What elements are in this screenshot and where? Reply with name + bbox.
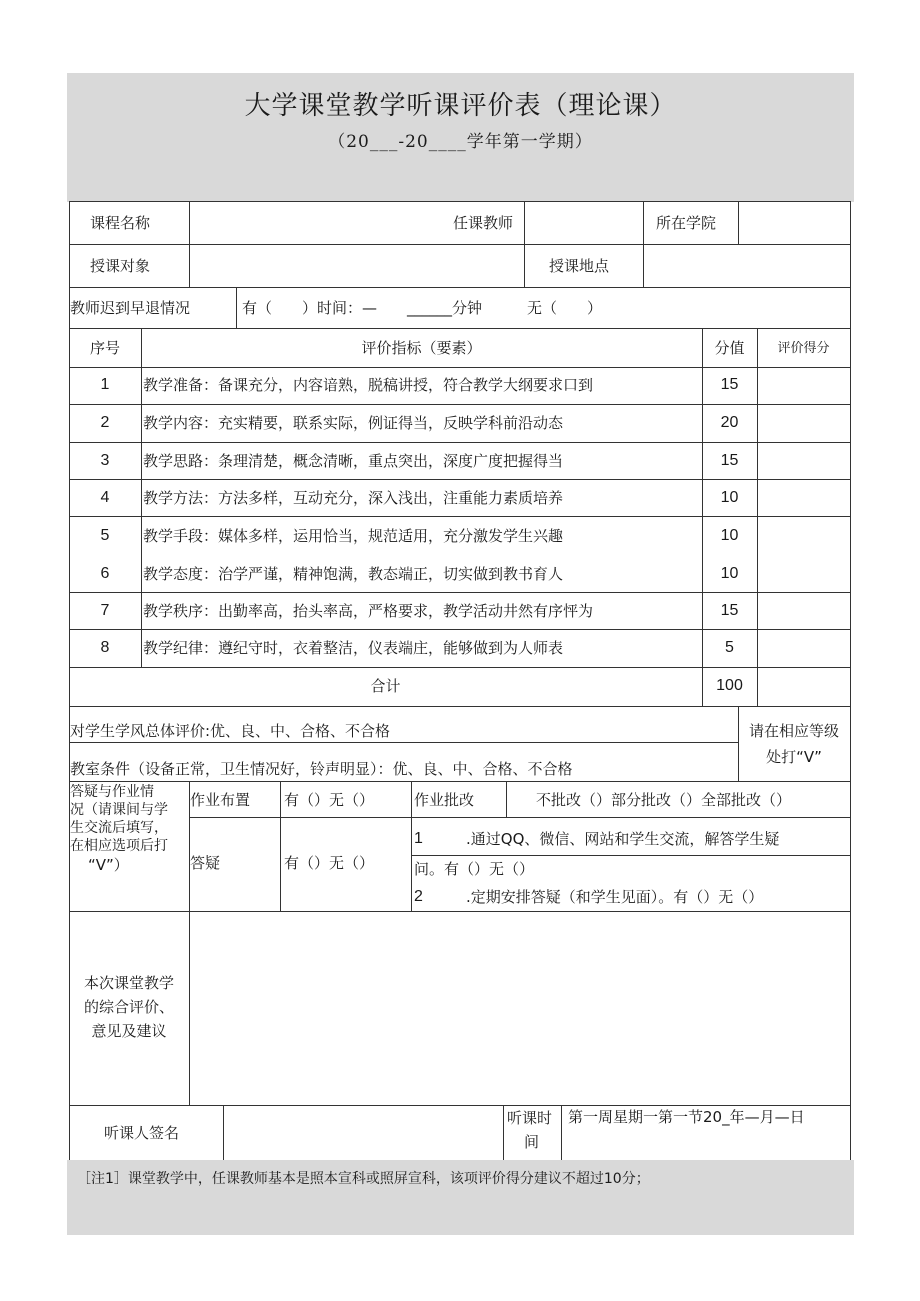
- row-no: 6: [100, 565, 110, 582]
- qa-options: 有（）无（）: [284, 854, 375, 872]
- page-title: 大学课堂教学听课评价表（理论课）: [244, 91, 677, 121]
- teacher-label: 任课教师: [452, 214, 513, 232]
- row-score: 20: [720, 414, 739, 431]
- comments-label-line: 意见及建议: [91, 1022, 167, 1040]
- qa-item2-text: .定期安排答疑（和学生见面）。有（）无（）: [466, 888, 764, 906]
- audience-label: 授课对象: [90, 257, 151, 275]
- signature-input-area[interactable]: [224, 1106, 503, 1160]
- qa-label: 答疑: [190, 854, 221, 872]
- row-criteria: 教学手段：媒体多样，运用恰当，规范适用，充分激发学生兴趣: [143, 527, 564, 545]
- row-criteria: 教学方法：方法多样，互动充分，深入浅出，注重能力素质培养: [143, 489, 564, 507]
- time-value: 第一周星期一第一节20_年—月—日: [568, 1108, 805, 1126]
- row-no: 2: [100, 414, 110, 431]
- qa-item1-line2: 问。有（）无（）: [414, 860, 535, 878]
- homework-side-label-line: “V”）: [88, 856, 129, 874]
- study-style-eval: 对学生学风总体评价:优、良、中、合格、不合格: [70, 722, 391, 740]
- grade-options: 不批改（）部分批改（）全部批改（）: [536, 791, 792, 809]
- row-criteria: 教学思路：条理清楚，概念清晰，重点突出，深度广度把握得当: [143, 452, 564, 470]
- row-no: 4: [100, 489, 110, 506]
- row-no: 1: [100, 376, 110, 393]
- row-score: 10: [720, 489, 739, 506]
- homework-side-label-line: 在相应选项后打: [70, 838, 168, 854]
- total-label: 合计: [370, 677, 401, 695]
- assign-options: 有（）无（）: [284, 791, 375, 809]
- location-label: 授课地点: [549, 257, 610, 275]
- row-score: 15: [720, 602, 739, 619]
- grade-hint-line1: 请在相应等级: [748, 722, 839, 740]
- semester-subtitle: （20___-20____学年第一学期）: [328, 132, 593, 152]
- signature-label: 听课人签名: [104, 1124, 180, 1142]
- row-score: 15: [720, 452, 739, 469]
- grade-label: 作业批改: [414, 791, 475, 809]
- course-name-label: 课程名称: [90, 214, 151, 232]
- late-text: 有（ ）时间：— ______分钟 无（ ）: [242, 299, 603, 317]
- row-score: 10: [720, 527, 739, 544]
- footnote-band: [67, 1160, 854, 1235]
- homework-side-label-line: 答疑与作业情: [70, 784, 154, 800]
- qa-item2-no: 2: [414, 888, 423, 905]
- homework-side-label-line: 生交流后填写，: [70, 820, 168, 836]
- comments-label-line: 本次课堂教学: [83, 974, 174, 992]
- row-no: 3: [100, 452, 110, 469]
- row-no: 7: [100, 602, 110, 619]
- time-label-line1: 听课时: [507, 1109, 553, 1127]
- col-no-header: 序号: [89, 339, 120, 357]
- homework-side-label-line: 况（请课间与学: [70, 802, 168, 818]
- row-criteria: 教学内容：充实精要，联系实际，例证得当，反映学科前沿动态: [143, 414, 564, 432]
- college-label: 所在学院: [656, 214, 717, 232]
- time-label-line2: 间: [524, 1133, 540, 1151]
- row-criteria: 教学准备：备课充分，内容谙熟，脱稿讲授，符合教学大纲要求口到: [143, 376, 594, 394]
- comments-input-area[interactable]: [190, 912, 850, 1105]
- row-criteria: 教学秩序：出勤率高，抬头率高，严格要求，教学活动井然有序怦为: [143, 602, 594, 620]
- row-criteria: 教学纪律：遵纪守时，衣着整洁，仪表端庄，能够做到为人师表: [143, 639, 564, 657]
- row-no: 8: [100, 639, 110, 656]
- row-score: 15: [720, 376, 739, 393]
- footnote: ［注1］课堂教学中，任课教师基本是照本宣科或照屏宣科，该项评价得分建议不超过10分；: [77, 1171, 650, 1187]
- classroom-eval: 教室条件（设备正常，卫生情况好，铃声明显）：优、良、中、合格、不合格: [70, 760, 573, 778]
- assign-label: 作业布置: [190, 791, 251, 809]
- row-score: 10: [720, 565, 739, 582]
- qa-item1-line1: .通过QQ、微信、网站和学生交流，解答学生疑: [466, 830, 780, 848]
- col-result-header: 评价得分: [777, 341, 830, 356]
- qa-item1-no: 1: [414, 830, 423, 847]
- col-score-header: 分值: [714, 339, 745, 357]
- col-criteria-header: 评价指标（要素）: [361, 339, 482, 357]
- grade-hint-line2: 处打“V”: [766, 748, 822, 766]
- comments-label-line: 的综合评价、: [83, 998, 174, 1016]
- total-value: 100: [716, 677, 743, 694]
- late-label: 教师迟到早退情况: [70, 299, 191, 317]
- row-criteria: 教学态度：治学严谨，精神饱满，教态端正，切实做到教书育人: [143, 565, 564, 583]
- row-no: 5: [100, 527, 110, 544]
- header-band: [67, 73, 854, 202]
- row-score: 5: [725, 639, 734, 656]
